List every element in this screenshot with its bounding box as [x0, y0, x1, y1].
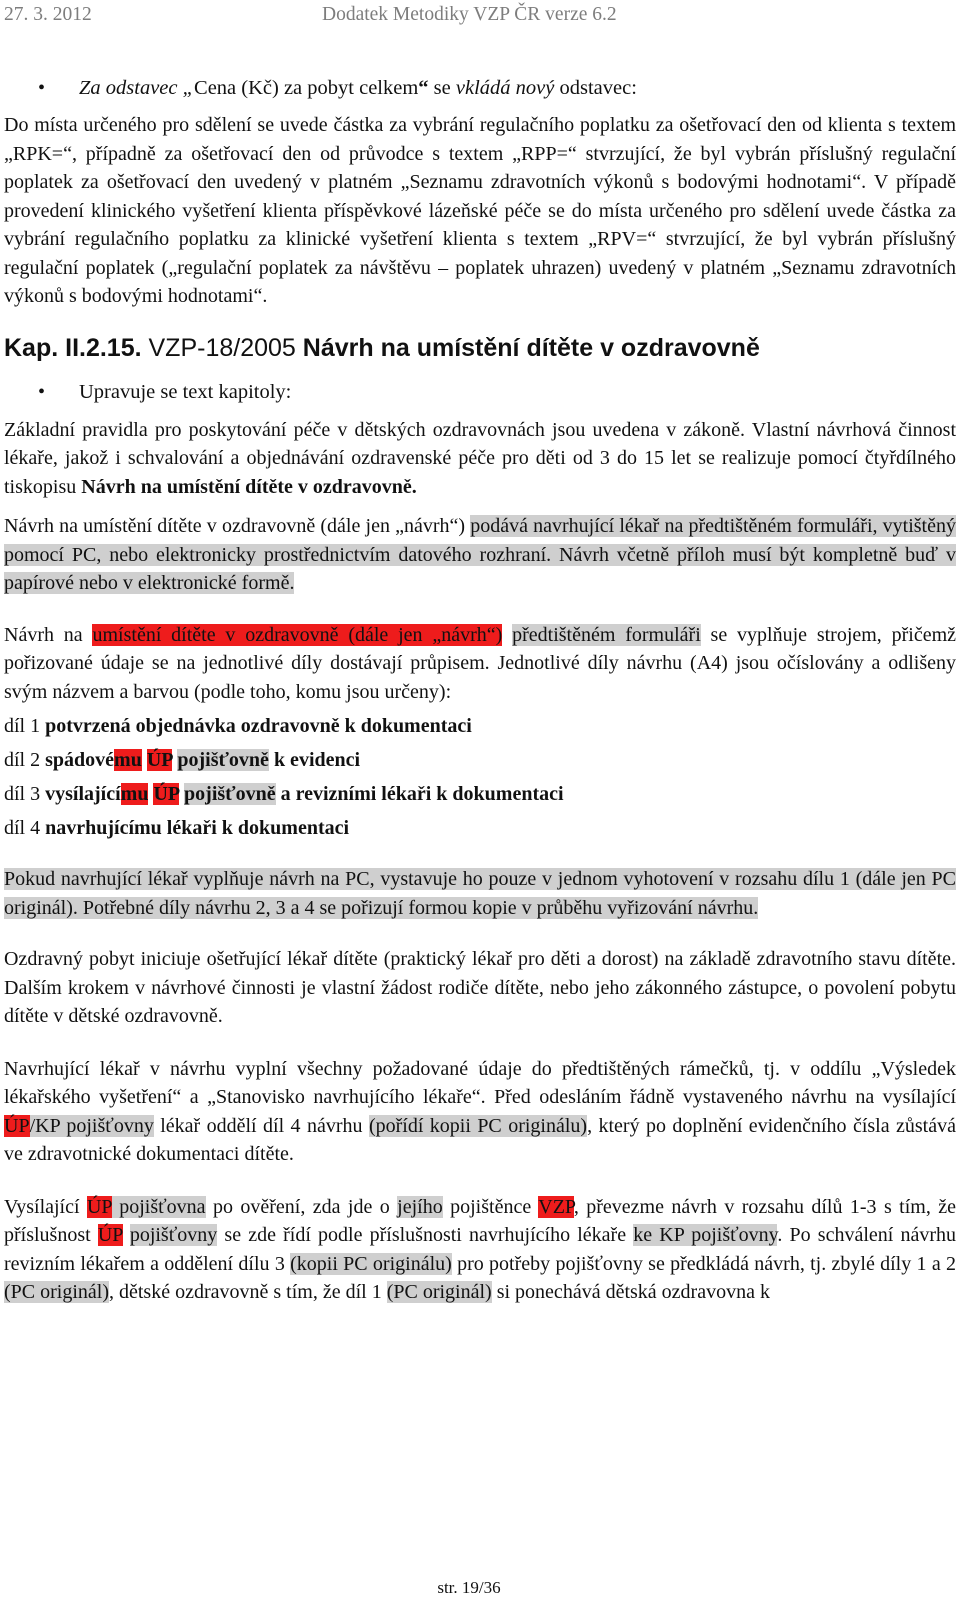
paragraph-text: Vysílající	[4, 1195, 87, 1218]
page-number: str. 19/36	[437, 1578, 501, 1597]
paragraph-text: po ověření, zda jde o	[205, 1195, 398, 1218]
highlight-gray: pojišťovně	[177, 749, 269, 771]
paragraph-bold-form-name: Návrh na umístění dítěte v ozdravovně.	[81, 475, 417, 498]
highlight-red: VZP	[538, 1195, 574, 1218]
highlight-gray: /KP pojišťovny	[29, 1114, 154, 1137]
bullet-text: Upravuje se text kapitoly:	[79, 380, 292, 403]
part-description: a revizními lékaři k dokumentaci	[275, 783, 564, 805]
bullet-text: odstavec:	[559, 77, 637, 99]
paragraph-proposal-submission	[4, 512, 956, 598]
paragraph-text: Navrhující lékař v návrhu vyplní všechny požadované údaje do předtištěných rámečků, tj. v oddílu „Výsledek lékařského vyšetření“ a „Stanovisko navrhujícího lékaře“. Před odesláním řádně vystaveného návrhu na vysílající	[4, 1057, 956, 1108]
part-label: díl 1	[4, 715, 46, 737]
bullet-text: Cena (Kč) za pobyt celkem	[194, 77, 419, 99]
bullet-item-edit-text	[4, 378, 956, 406]
paragraph-initiation: Ozdravný pobyt iniciuje ošetřující lékař dítěte (praktický lékař pro děti a dorost) na základě zdravotního stavu dítěte. Dalším krokem v návrhové činnosti je vlastní žádost rodiče dítěte, nebo jeho zákonného zástupce, o povolení pobytu dítěte v dětské ozdravovně.	[4, 948, 956, 1027]
paragraph-regulatory-fee: Do místa určeného pro sdělení se uvede částka za vybrání regulačního poplatku za ošetřovací den od klienta s textem „RPK=“, případně za ošetřovací den od průvodce s textem „RPP=“ stvrzující, že byl vybrán příslušný regulační poplatek za ošetřovací den uvedený v platném „Seznamu zdravotních výkonů s bodovými hodnotami“. V případě provedení klinického vyšetření klienta příspěvkové lázeňské péče se do místa určeného pro sdělení uvede částka za vybrání regulačního poplatku za klinické vyšetření klienta s textem „RPV=“ stvrzující, že byl vybrán příslušný regulační poplatek („regulační poplatek za návštěvu – poplatek uhrazen) uvedený v platném „Seznamu zdravotních výkonů s bodovými hodnotami“.	[4, 114, 956, 307]
highlight-gray: ke KP pojišťovny	[633, 1224, 778, 1246]
list-item-part-2	[4, 743, 956, 777]
part-label: díl 2	[4, 749, 46, 771]
paragraph-text: Návrh na	[4, 623, 93, 646]
bullet-icon: •	[38, 77, 46, 99]
part-description: vysílající	[45, 783, 121, 805]
highlight-gray: podává navrhující lékař na předtištěném formuláři, vytištěný pomocí PC, nebo elektronicky prostřednictvím datového rozhraní. Návrh včetně příloh musí být kompletně buď v papírové nebo v elektronické formě.	[4, 515, 956, 594]
part-description: potvrzená objednávka ozdravovně k dokumentaci	[45, 715, 472, 737]
chapter-heading	[4, 333, 956, 363]
header-date: 27. 3. 2012	[4, 4, 92, 25]
header-title: Dodatek Metodiky VZP ČR verze 6.2	[322, 4, 617, 25]
page-header	[4, 4, 938, 30]
highlight-red: ÚP	[146, 749, 173, 771]
highlight-gray: (kopii PC originálu)	[290, 1252, 452, 1275]
highlight-gray: jejího	[397, 1195, 443, 1218]
highlight-gray: (pořídí kopii PC originálu)	[368, 1114, 588, 1137]
paragraph-text: , dětské ozdravovně s tím, že díl 1	[109, 1281, 387, 1303]
list-item-part-3	[4, 777, 956, 811]
highlight-gray: Pokud navrhující lékař vyplňuje návrh na PC, vystavuje ho pouze v jednom vyhotovení v rozsahu dílu 1 (dále jen PC originál). Potřebné díly návrhu 2, 3 a 4 se pořizují formou kopie v průběhu vyřizování návrhu.	[4, 868, 956, 919]
bullet-icon: •	[38, 380, 46, 403]
paragraph-text: , který po doplnění evidenčního čísla zůstává ve zdravotnické dokumentaci dítěte.	[4, 1114, 956, 1165]
highlight-red: ÚP	[4, 1114, 30, 1137]
paragraph-text: si ponechává dětská ozdravovna k	[491, 1281, 770, 1303]
chapter-number: Kap. II.2.15.	[4, 333, 142, 362]
paragraph-text	[123, 1224, 130, 1246]
bullet-item-insert-paragraph	[4, 74, 956, 102]
highlight-gray: pojišťovny	[129, 1224, 218, 1246]
paragraph-text: lékař oddělí díl 4 návrhu	[153, 1114, 369, 1137]
part-description: navrhujícímu lékaři k dokumentaci	[45, 817, 350, 839]
paragraph-text: Základní pravidla pro poskytování péče v dětských ozdravovnách jsou uvedena v zákoně. Vlastní návrhová činnost lékaře, jakož i schvalování a objednávání ozdravenské péče pro děti od 3 do 15 let se realizuje pomocí čtyřdílného tiskopisu	[4, 418, 956, 498]
paragraph-text: pro potřeby pojišťovny se předkládá návrh, tj. zbylé díly 1 a 2	[451, 1252, 956, 1275]
highlight-red: umístění dítěte v ozdravovně (dále jen „návrh“)	[92, 623, 503, 646]
highlight-gray: předtištěném formuláři	[512, 623, 701, 646]
bullet-text: se	[433, 77, 451, 99]
highlight-red: ÚP	[86, 1195, 112, 1218]
paragraph-text: . Po schválení návrhu revizním lékařem a oddělení dílu 3	[4, 1224, 957, 1275]
highlight-red: ÚP	[153, 783, 180, 805]
part-description: spádové	[45, 749, 115, 771]
bullet-text-quote: “	[418, 77, 434, 99]
highlight-red: mu	[114, 749, 142, 771]
part-description: k evidenci	[268, 749, 361, 771]
paragraph-sending-insurer	[4, 1193, 956, 1307]
form-parts-list	[4, 709, 956, 845]
list-item-part-1	[4, 709, 956, 743]
paragraph-text: Návrh na umístění dítěte v ozdravovně (dále jen „návrh“)	[4, 515, 471, 537]
document-body	[4, 74, 956, 1307]
bullet-text-italic: Za odstavec „	[79, 77, 195, 99]
highlight-red: ÚP	[97, 1224, 123, 1246]
part-label: díl 4	[4, 817, 46, 839]
highlight-red: mu	[120, 783, 149, 805]
highlight-gray: pojišťovně	[184, 783, 276, 805]
page-footer	[0, 1578, 960, 1598]
chapter-code: VZP-18/2005	[141, 333, 303, 362]
paragraph-text: se vyplňuje strojem, přičemž pořizované údaje se na jednotlivé díly dostávají průpisem. Jednotlivé díly návrhu (A4) jsou očíslovány a odlišeny svým názvem a barvou (podle toho, komu jsou určeny):	[4, 623, 957, 703]
paragraph-text: pojištěnce	[442, 1195, 539, 1218]
list-item-part-4	[4, 811, 956, 845]
highlight-gray: (PC originál)	[386, 1281, 492, 1303]
chapter-title: Návrh na umístění dítěte v ozdravovně	[302, 333, 760, 362]
paragraph-basic-rules	[4, 416, 956, 502]
paragraph-text: , převezme návrh v rozsahu dílů 1-3 s tím, že příslušnost	[4, 1195, 956, 1246]
paragraph-form-parts	[4, 621, 956, 707]
paragraph-text: se zde řídí podle příslušnosti navrhujícího lékaře	[217, 1224, 634, 1246]
highlight-gray: (PC originál)	[4, 1281, 109, 1303]
paragraph-doctor-fills	[4, 1055, 956, 1169]
paragraph-pc-original	[4, 865, 956, 922]
highlight-gray: pojišťovna	[111, 1195, 206, 1218]
paragraph-text	[502, 624, 512, 646]
part-label: díl 3	[4, 783, 46, 805]
bullet-text-italic: vkládá nový	[450, 77, 560, 99]
